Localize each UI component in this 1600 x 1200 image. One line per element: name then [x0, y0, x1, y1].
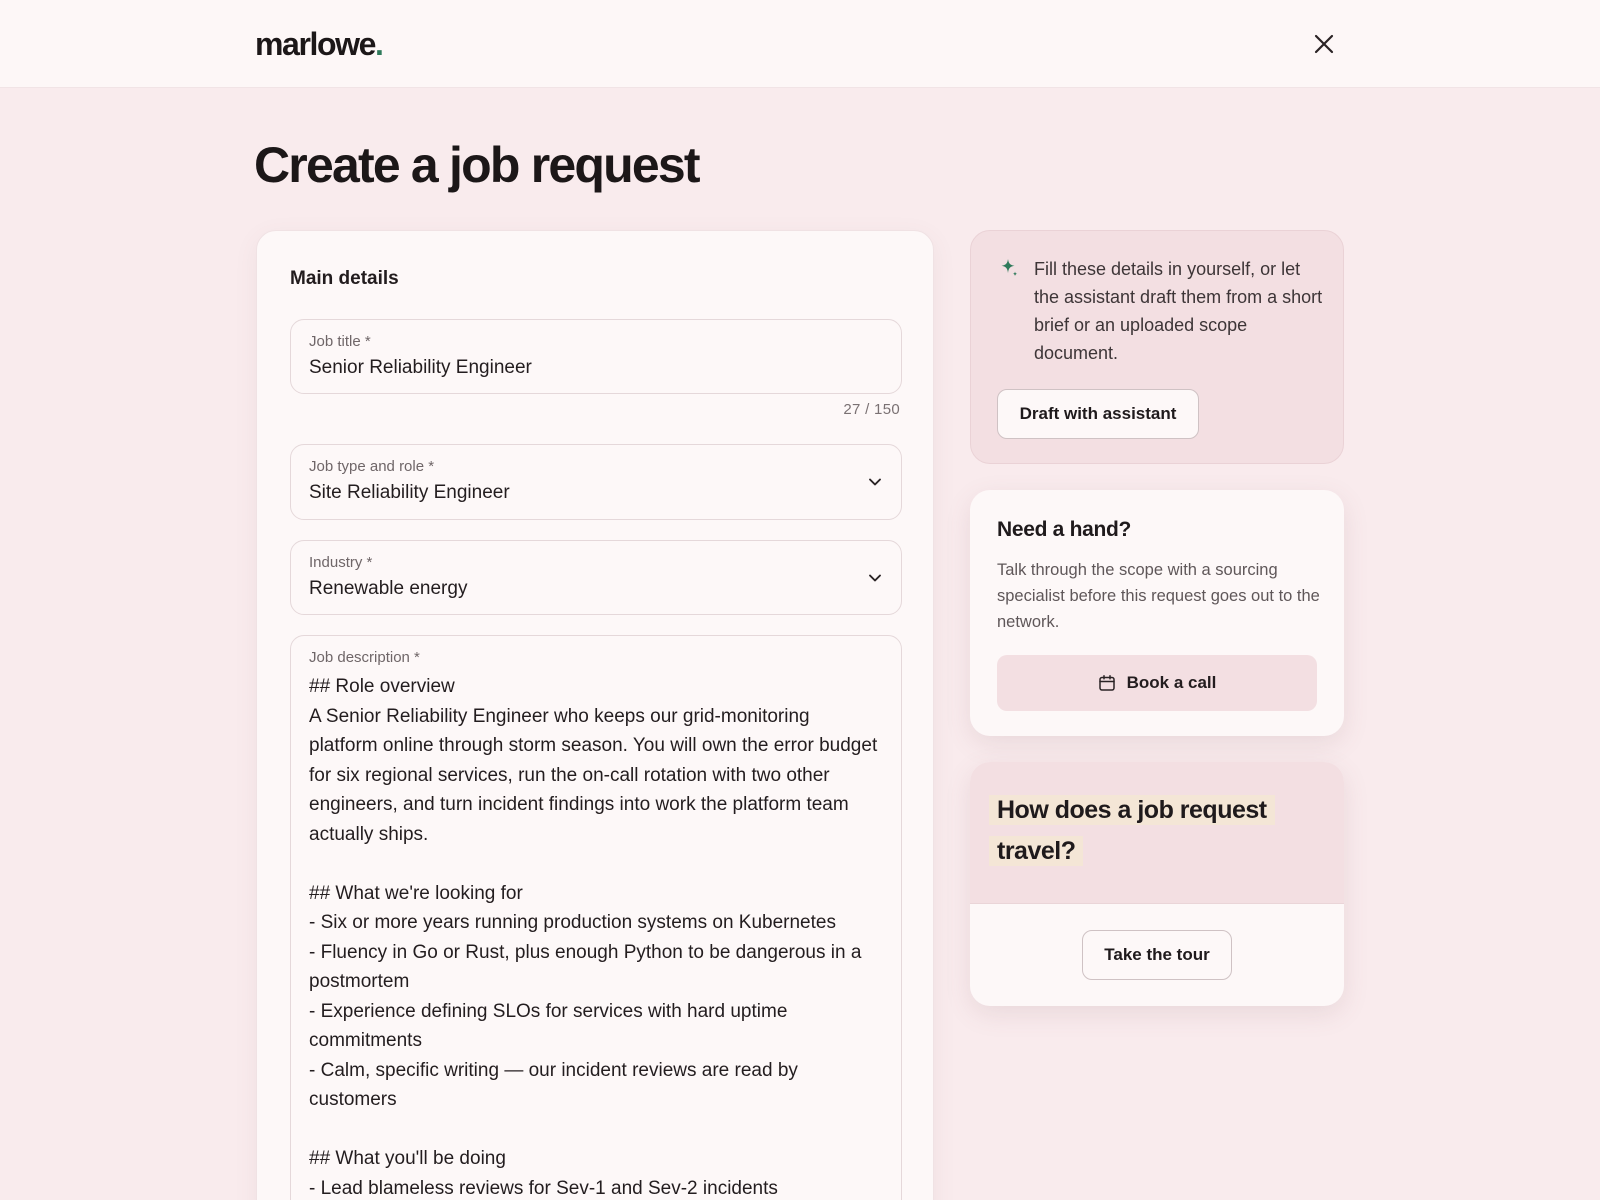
industry-select[interactable] [290, 540, 902, 615]
help-description: Talk through the scope with a sourcing specialist before this request goes out to the network. [997, 561, 1320, 631]
assistant-card [970, 230, 1344, 464]
help-card [970, 490, 1344, 736]
tour-title [989, 790, 1289, 872]
logo-text: marlowe [255, 26, 376, 62]
draft-with-assistant-button[interactable]: Draft with assistant [997, 389, 1199, 439]
section-title: Main details [290, 268, 399, 289]
job-description-field[interactable] [290, 635, 902, 1200]
job-title-field[interactable] [290, 319, 902, 394]
logo[interactable] [255, 26, 383, 63]
job-title-input[interactable]: Senior Reliability Engineer [309, 357, 532, 378]
page-title: Create a job request [254, 137, 699, 193]
industry-value: Renewable energy [309, 578, 468, 599]
job-title-label: Job title * [309, 333, 371, 350]
assistant-description: Fill these details in yourself, or let the assistant draft them from a short brief or an uploaded scope document. [1034, 259, 1323, 363]
close-button[interactable] [1310, 30, 1338, 58]
job-type-select[interactable] [290, 444, 902, 520]
tour-header [970, 762, 1344, 904]
sparkle-icon [999, 258, 1019, 278]
tour-card [970, 762, 1344, 1006]
logo-dot: . [375, 26, 383, 62]
main-details-card [256, 230, 934, 1200]
tour-title-text: How does a job request travel? [989, 795, 1275, 866]
top-bar [0, 0, 1600, 88]
job-description-label: Job description * [309, 649, 420, 666]
book-a-call-button[interactable] [997, 655, 1317, 711]
job-description-textarea[interactable]: ## Role overview A Senior Reliability Engineer who keeps our grid-monitoring platform online through storm season. You will own the error budget for six regional services, run the on-call rotation with two other engineers, and turn incident findings into work the platform team actually ships. ## What we're looking for - Six or more years running production systems on Kubernetes - Fluency in Go or Rust, plus enough Python to be dangerous in a postmortem - Experience defining SLOs for services with hard uptime commitments - Calm, specific writing — our incident reviews are read by customers ## What you'll be doing - Lead blameless reviews for Sev-1 and Sev-2 incidents [309, 676, 878, 1199]
take-the-tour-button[interactable]: Take the tour [1082, 930, 1232, 980]
industry-label: Industry * [309, 554, 373, 571]
help-title: Need a hand? [997, 518, 1132, 541]
chevron-down-icon [867, 474, 883, 490]
calendar-icon [1098, 674, 1116, 692]
job-type-label: Job type and role * [309, 458, 435, 475]
book-a-call-label: Book a call [1126, 673, 1217, 692]
character-counter: 27 / 150 [843, 401, 900, 418]
job-type-value: Site Reliability Engineer [309, 482, 510, 503]
close-icon [1310, 30, 1338, 58]
chevron-down-icon [867, 570, 883, 586]
